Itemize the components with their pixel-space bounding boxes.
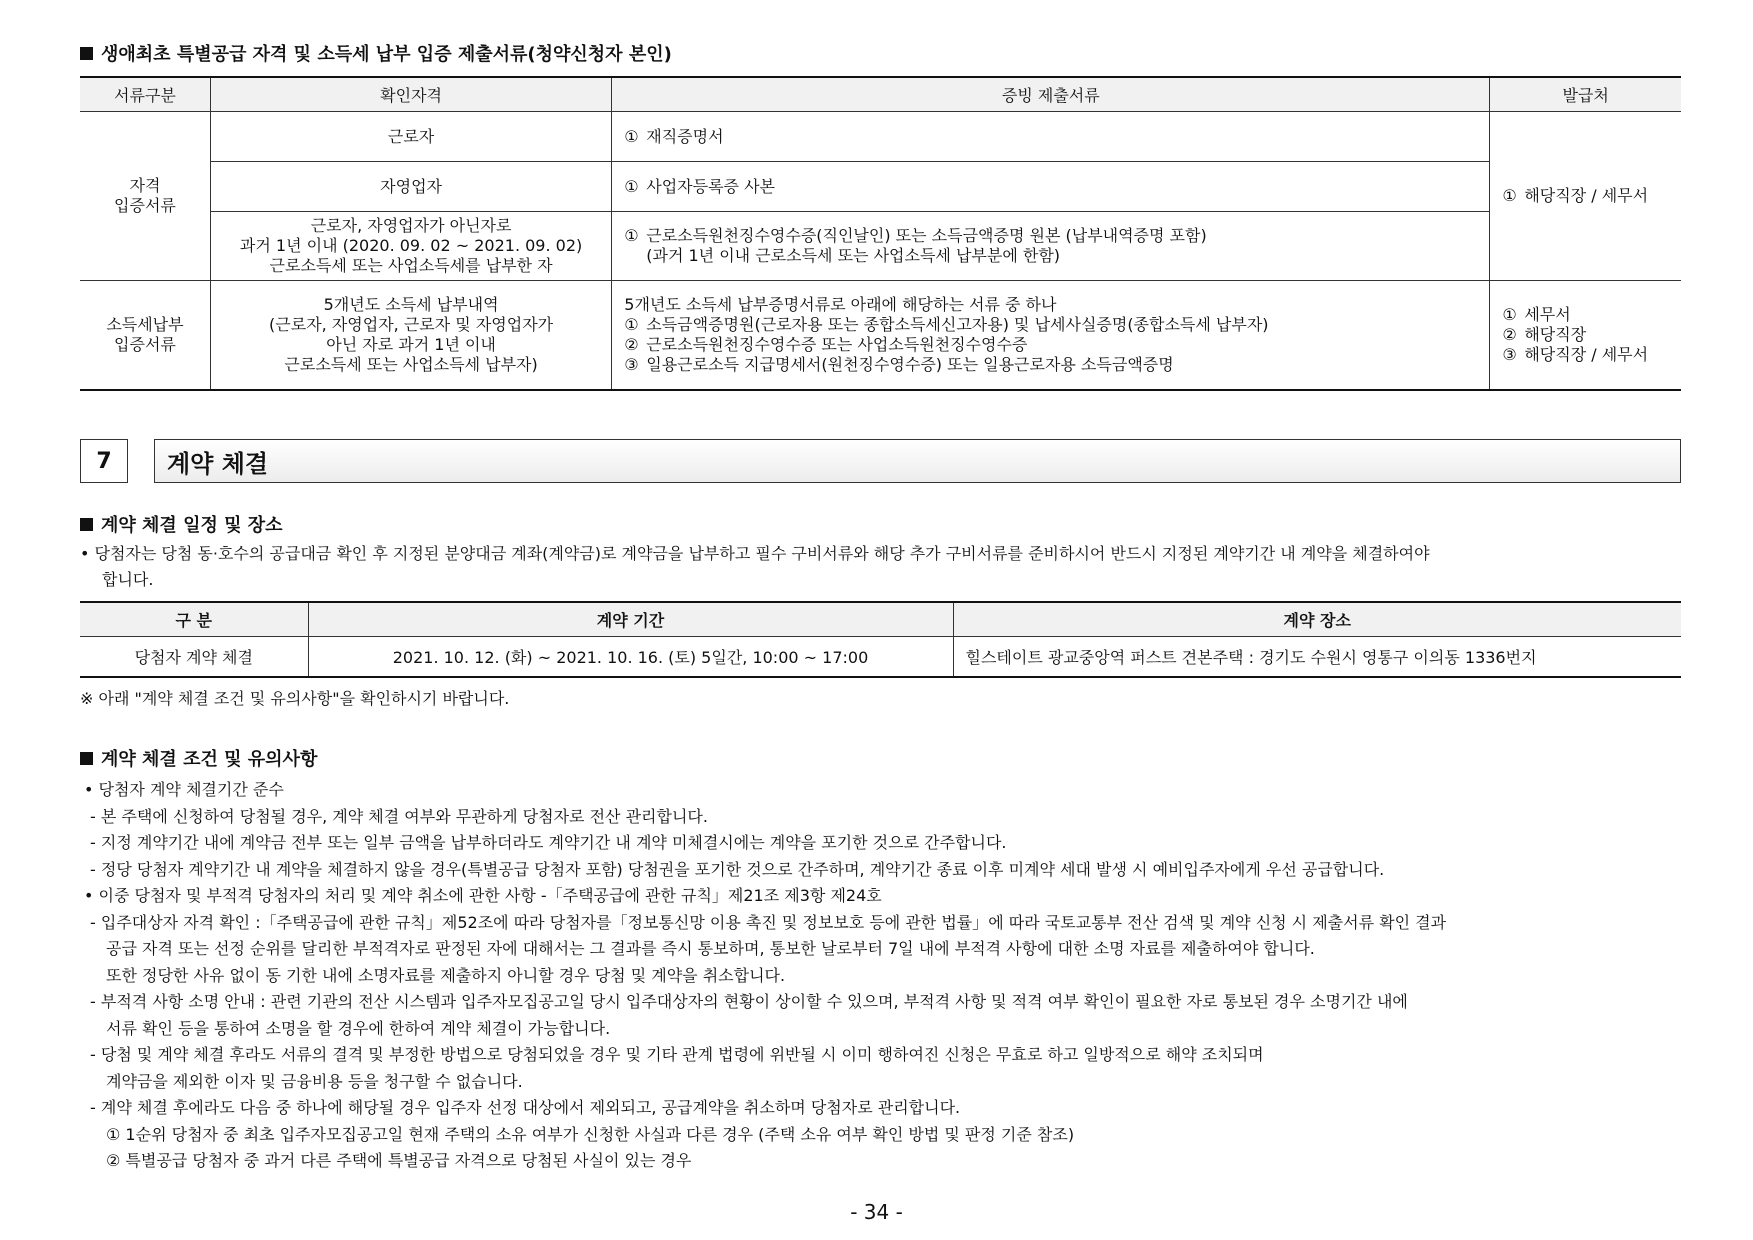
list-item: ② 특별공급 당첨자 중 과거 다른 주택에 특별공급 자격으로 당첨된 사실이 있는 경우 [106,1151,692,1170]
list-item: ① 1순위 당첨자 중 최초 입주자모집공고일 현재 주택의 소유 여부가 신청한 사실과 다른 경우 (주택 소유 여부 확인 방법 및 판정 기준 참조) [106,1124,1075,1144]
header-cell: 계약 기간 [308,602,953,637]
header-cell: 증빙 제출서류 [612,77,1490,112]
header-cell: 서류구분 [80,77,210,112]
page-number: - 34 - [850,1200,903,1224]
list-item: 공급 자격 또는 선정 순위를 달리한 부적격자로 판정된 자에 대해서는 그 결과를 즉시 통보하며, 통보한 날로부터 7일 내에 부적격 사항에 대한 소명 자료를 제출하여야 합니다. [106,939,1315,958]
location-cell: 힐스테이트 광교중앙역 퍼스트 견본주택 : 경기도 수원시 영통구 이의동 1336번지 [953,637,1681,678]
table-header-row [80,77,1681,112]
list-item: 계약금을 제외한 이자 및 금융비용 등을 청구할 수 없습니다. [106,1071,523,1091]
document-cell: 5개년도 소득세 납부증명서류로 아래에 해당하는 서류 중 하나 ① 소득금액증명원(근로자용 또는 종합소득세신고자용) 및 납세사실증명(종합소득세 납부자) ② 근로소득원천징수영수증 또는 사업소득원천징수영수증 ③ 일용근로소득 지급명세서(원천징수영수증) 또는 일용근로자용 소득금액증명 [612,281,1490,391]
list-item: - 입주대상자 자격 확인 :「주택공급에 관한 규칙」제52조에 따라 당첨자를「정보통신망 이용 촉진 및 정보보호 등에 관한 법률」에 따라 국토교통부 전산 검색 및 계약 신청 시 제출서류 확인 결과 [90,912,1447,932]
schedule-table [80,601,1681,678]
table-row [80,212,1681,281]
section-title: 계약 체결 [154,439,1681,483]
category-cell: 소득세납부 입증서류 [80,281,210,391]
qualification-cell: 근로자 [210,112,611,162]
list-item: 서류 확인 등을 통하여 소명을 할 경우에 한하여 계약 체결이 가능합니다. [106,1018,611,1038]
qualification-cell: 자영업자 [210,162,611,212]
header-cell: 발급처 [1490,77,1681,112]
document-cell: ① 근로소득원천징수영수증(직인날인) 또는 소득금액증명 원본 (납부내역증명 포함) (과거 1년 이내 근로소득세 또는 사업소득세 납부분에 한함) [612,212,1490,281]
document-page [80,40,1681,1175]
list-item: • 당첨자 계약 체결기간 준수 [84,780,284,799]
list-item: - 부적격 사항 소명 안내 : 관련 기관의 전산 시스템과 입주자모집공고일 당시 입주대상자의 현황이 상이할 수 있으며, 부적격 사항 및 적격 여부 확인이 필요한 자로 통보된 경우 소명기간 내에 [90,992,1408,1011]
list-item: - 계약 체결 후에라도 다음 중 하나에 해당될 경우 입주자 선정 대상에서 제외되고, 공급계약을 취소하며 당첨자로 관리합니다. [90,1098,961,1117]
square-bullet-icon [80,518,93,531]
header-cell: 구 분 [80,602,308,637]
table-row [80,281,1681,391]
table-row [80,162,1681,212]
table-header-row [80,602,1681,637]
category-cell: 자격 입증서류 [80,112,210,281]
list-item: 또한 정당한 사유 없이 동 기한 내에 소명자료를 제출하지 아니할 경우 당첨 및 계약을 취소합니다. [106,965,786,985]
square-bullet-icon [80,752,93,765]
header-cell: 계약 장소 [953,602,1681,637]
list-item: - 정당 당첨자 계약기간 내 계약을 체결하지 않을 경우(특별공급 당첨자 포함) 당첨권을 포기한 것으로 간주하며, 계약기간 종료 이후 미계약 세대 발생 시 예비입주자에게 우선 공급합니다. [90,859,1385,879]
doc-heading: 생애최초 특별공급 자격 및 소득세 납부 입증 제출서류(청약신청자 본인) [80,40,1681,66]
section-header [80,439,1681,483]
category-cell: 당첨자 계약 체결 [80,637,308,678]
qualification-cell: 5개년도 소득세 납부내역 (근로자, 자영업자, 근로자 및 자영업자가 아닌 자로 과거 1년 이내 근로소득세 또는 사업소득세 납부자) [210,281,611,391]
issuer-cell: ① 세무서 ② 해당직장 ③ 해당직장 / 세무서 [1490,281,1681,391]
document-cell: ① 사업자등록증 사본 [612,162,1490,212]
conditions-list [80,777,1681,1175]
list-item: • 이중 당첨자 및 부적격 당첨자의 처리 및 계약 취소에 관한 사항 -「주택공급에 관한 규칙」제21조 제3항 제24호 [84,886,882,905]
table-row [80,637,1681,678]
schedule-heading: 계약 체결 일정 및 장소 [80,511,1681,537]
list-item: - 당첨 및 계약 체결 후라도 서류의 결격 및 부정한 방법으로 당첨되었을 경우 및 기타 관계 법령에 위반될 시 이미 행하여진 신청은 무효로 하고 일방적으로 해약 조치되며 [90,1045,1264,1064]
documents-table [80,76,1681,391]
schedule-note: ※ 아래 "계약 체결 조건 및 유의사항"을 확인하시기 바랍니다. [80,689,510,708]
qualification-cell: 근로자, 자영업자가 아닌자로 과거 1년 이내 (2020. 09. 02 ~ 2021. 09. 02) 근로소득세 또는 사업소득세를 납부한 자 [210,212,611,281]
period-cell: 2021. 10. 12. (화) ~ 2021. 10. 16. (토) 5일간, 10:00 ~ 17:00 [308,637,953,678]
issuer-cell: ① 해당직장 / 세무서 [1490,112,1681,281]
table-row [80,112,1681,162]
list-item: - 지정 계약기간 내에 계약금 전부 또는 일부 금액을 납부하더라도 계약기간 내 계약 미체결시에는 계약을 포기한 것으로 간주합니다. [90,833,1007,852]
conditions-heading: 계약 체결 조건 및 유의사항 [80,745,1681,771]
square-bullet-icon [80,47,93,60]
section-number: 7 [80,439,128,483]
list-item: - 본 주택에 신청하여 당첨될 경우, 계약 체결 여부와 무관하게 당첨자로 전산 관리합니다. [90,806,708,826]
schedule-intro: • 당첨자는 당첨 동·호수의 공급대금 확인 후 지정된 분양대금 계좌(계약금)로 계약금을 납부하고 필수 구비서류와 해당 추가 구비서류를 준비하시어 반드시 지정된 계약기간 내 계약을 체결하여야 합니다. [80,544,1430,589]
header-cell: 확인자격 [210,77,611,112]
document-cell: ① 재직증명서 [612,112,1490,162]
